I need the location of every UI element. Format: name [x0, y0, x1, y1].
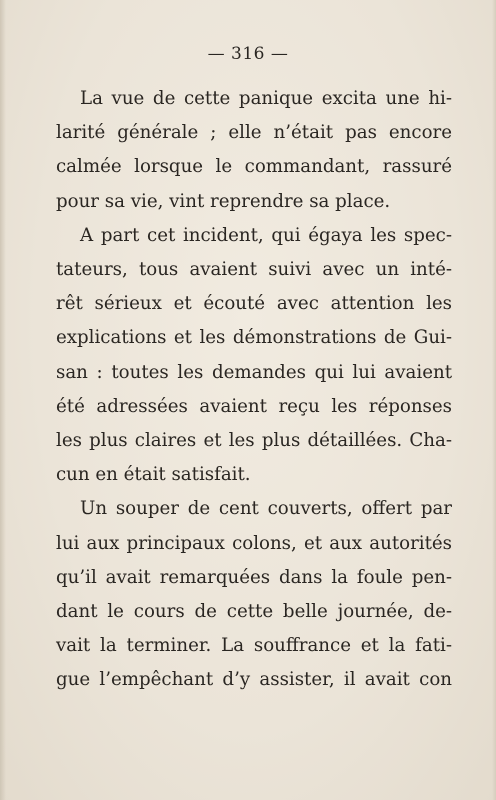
text-line: lui aux principaux colons, et aux autorités: [56, 532, 452, 554]
text-line: cun en était satisfait.: [56, 464, 251, 486]
text-line: La vue de cette panique excita une hi-: [80, 88, 452, 109]
text-line: A part cet incident, qui égaya les spec-: [80, 224, 452, 246]
text-line: calmée lorsque le commandant, rassuré: [56, 156, 452, 178]
text-line: gue l’empêchant d’y assister, il avait con: [56, 669, 452, 691]
text-line: vait la terminer. La souffrance et la fati-: [56, 635, 452, 657]
body-text: [56, 82, 452, 698]
text-line: qu’il avait remarquées dans la foule pen-: [56, 566, 452, 588]
text-line: pour sa vie, vint reprendre sa place.: [56, 190, 391, 212]
page-number: — 316 —: [207, 44, 289, 64]
page-right-edge: [492, 0, 496, 800]
text-line: tateurs, tous avaient suivi avec un inté-: [56, 259, 452, 281]
page-left-edge: [0, 0, 6, 800]
text-line: dant le cours de cette belle journée, de-: [56, 601, 452, 623]
text-line: rêt sérieux et écouté avec attention les: [56, 293, 452, 315]
text-line: les plus claires et les plus détaillées. Cha-: [56, 430, 452, 452]
text-line: larité générale ; elle n’était pas encore: [56, 122, 452, 144]
text-line: Un souper de cent couverts, offert par: [80, 498, 452, 520]
text-line: explications et les démonstrations de Gui-: [56, 327, 452, 349]
text-line: été adressées avaient reçu les réponses: [56, 395, 452, 417]
text-line: san : toutes les demandes qui lui avaient: [56, 361, 452, 383]
